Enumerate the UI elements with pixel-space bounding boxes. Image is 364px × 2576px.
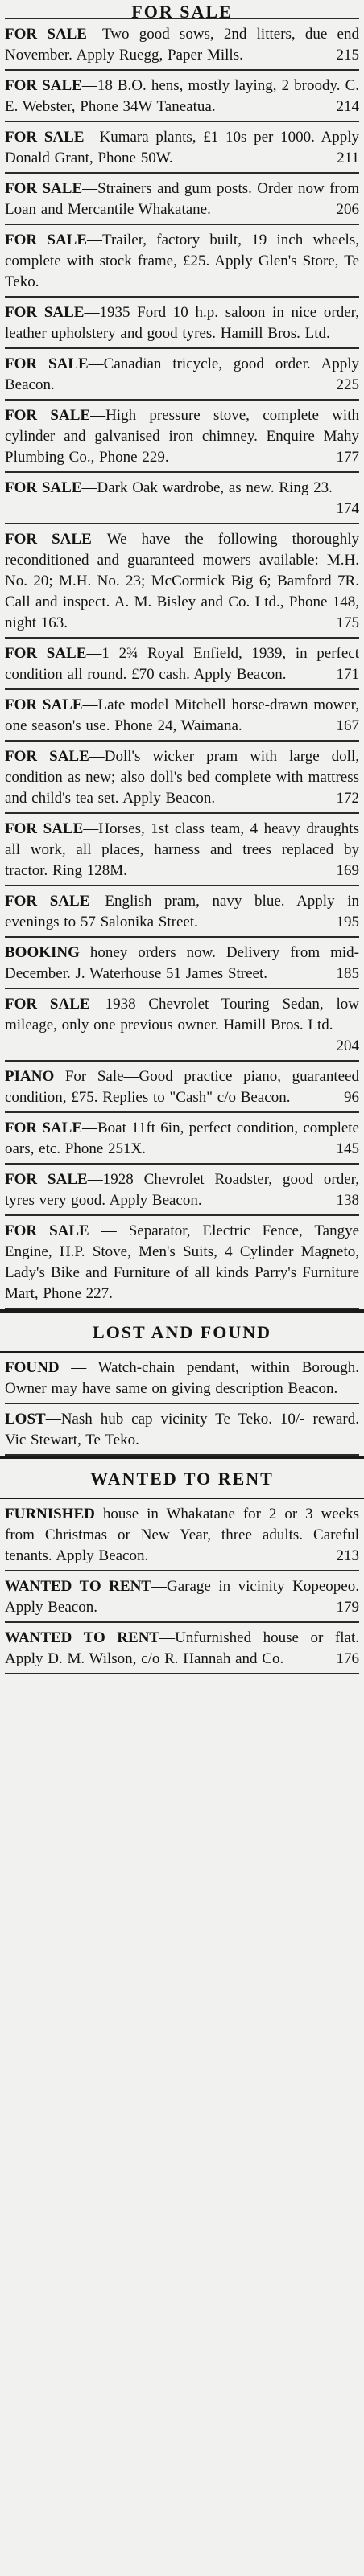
- ad-text: —We have the following thoroughly reconditioned and guaranteed mowers available: M.H. No. 20; M.H. No. 23; McCormick Big 6; Bamford 7R. Call and inspect. A. M. Bisley and Co. Ltd., Phone 148, night 163.: [5, 531, 359, 631]
- for-sale-list: [5, 19, 359, 1309]
- ad-lead: FOR SALE: [5, 355, 89, 372]
- ad-lead: WANTED TO RENT: [5, 1629, 160, 1646]
- classified-ad: [5, 225, 359, 296]
- ad-text: —18 B.O. hens, mostly laying, 2 broody. C. E. Webster, Phone 34W Taneatua.: [5, 77, 359, 115]
- ad-text: —Trailer, factory built, 19 inch wheels, complete with stock frame, £25. Apply Glen's Store, Te Teko.: [5, 232, 359, 290]
- classified-ad: [5, 122, 359, 172]
- ad-lead: FOUND: [5, 1359, 60, 1376]
- ad-lead: FOR SALE: [5, 77, 82, 94]
- ad-lead: FOR SALE: [5, 232, 88, 249]
- ad-reference-number: 214: [336, 98, 359, 115]
- ad-text: —English pram, navy blue. Apply in evenings to 57 Salonika Street.: [5, 893, 359, 931]
- ad-reference-number: 225: [336, 376, 359, 393]
- classified-ad: [5, 401, 359, 471]
- classified-ad: [5, 639, 359, 688]
- classified-ad: [5, 298, 359, 347]
- ad-text: For Sale—Good practice piano, guaranteed condition, £75. Replies to "Cash" c/o Beacon.: [5, 1068, 359, 1106]
- ad-text: —Horses, 1st class team, 4 heavy draughts all work, all places, harness and trees replaced by tractor. Ring 128M.: [5, 820, 359, 879]
- classified-ad: [5, 1404, 359, 1454]
- ad-reference-number: 177: [336, 449, 359, 466]
- ad-text: —Dark Oak wardrobe, as new. Ring 23.: [81, 479, 333, 496]
- ad-reference-number: 215: [336, 47, 359, 64]
- ad-reference-number: 213: [336, 1547, 359, 1564]
- ad-reference-number: 185: [336, 965, 359, 982]
- ad-text: house in Whakatane for 2 or 3 weeks from Christmas or New Year, three adults. Careful tenants. Apply Beacon.: [5, 1506, 359, 1564]
- classified-ad: [5, 690, 359, 740]
- ad-text: —Nash hub cap vicinity Te Teko. 10/- reward. Vic Stewart, Te Teko.: [5, 1411, 359, 1448]
- ad-reference-number: 167: [336, 717, 359, 734]
- classified-ad: [5, 174, 359, 224]
- ad-text: — Watch-chain pendant, within Borough. Owner may have same on giving description Beacon.: [5, 1359, 359, 1397]
- ad-text: —Kumara plants, £1 10s per 1000. Apply Donald Grant, Phone 50W.: [5, 129, 359, 166]
- ad-lead: FOR SALE: [5, 479, 82, 496]
- wanted-rent-heading: WANTED TO RENT: [0, 1456, 364, 1499]
- ad-lead: FOR SALE: [5, 893, 90, 910]
- classified-ad: [5, 1571, 359, 1621]
- ad-reference-number: 174: [336, 500, 359, 517]
- classified-ad: [5, 524, 359, 637]
- ad-text: —Boat 11ft 6in, perfect condition, complete oars, etc. Phone 251X.: [5, 1120, 359, 1157]
- classified-ad: [5, 938, 359, 988]
- ad-lead: PIANO: [5, 1068, 55, 1085]
- classified-ad: [5, 1623, 359, 1673]
- lost-found-list: [5, 1353, 359, 1456]
- ad-text: —High pressure stove, complete with cylinder and galvanised iron chimney. Enquire Mahy Plumbing Co., Phone 229.: [5, 407, 359, 466]
- ad-reference-number: 179: [336, 1599, 359, 1616]
- ad-reference-number: 175: [336, 614, 359, 631]
- ad-text: —Doll's wicker pram with large doll, condition as new; also doll's bed complete with mattress and child's tea set. Apply Beacon.: [5, 748, 359, 807]
- ad-lead: FOR SALE: [5, 407, 91, 424]
- ad-lead: FURNISHED: [5, 1506, 95, 1522]
- classified-ad: [5, 1216, 359, 1308]
- classified-ad: [5, 349, 359, 399]
- classified-ad: [5, 886, 359, 936]
- ad-lead: FOR SALE: [5, 996, 90, 1013]
- ad-text: honey orders now. Delivery from mid-December. J. Waterhouse 51 James Street.: [5, 944, 359, 982]
- ad-text: —1 2¾ Royal Enfield, 1939, in perfect condition all round. £70 cash. Apply Beacon.: [5, 645, 359, 683]
- ad-text: —1938 Chevrolet Touring Sedan, low mileage, only one previous owner. Hamill Bros. Ltd.: [5, 996, 359, 1033]
- ad-text: —Garage in vicinity Kopeopeo. Apply Beacon.: [5, 1578, 359, 1616]
- ad-lead: FOR SALE: [5, 26, 87, 43]
- classified-ad: [5, 1353, 359, 1403]
- ad-lead: FOR SALE: [5, 820, 84, 837]
- classified-ad: [5, 71, 359, 121]
- ad-lead: FOR SALE: [5, 1171, 88, 1188]
- ad-lead: FOR SALE: [5, 531, 92, 548]
- ad-lead: FOR SALE: [5, 180, 83, 197]
- ad-reference-number: 172: [336, 790, 359, 807]
- ad-lead: FOR SALE: [5, 304, 85, 321]
- classified-ad: [5, 1062, 359, 1111]
- classified-ad: [5, 19, 359, 69]
- ad-reference-number: 211: [337, 150, 359, 166]
- ad-text: — Separator, Electric Fence, Tangye Engine, H.P. Stove, Men's Suits, 4 Cylinder Magneto, Lady's Bike and Furniture of all kinds Parry's Furniture Mart, Phone 227.: [5, 1222, 359, 1302]
- ad-lead: FOR SALE: [5, 645, 87, 662]
- ad-text: —Late model Mitchell horse-drawn mower, one season's use. Phone 24, Waimana.: [5, 696, 359, 734]
- ad-lead: LOST: [5, 1411, 46, 1428]
- ad-reference-number: 96: [344, 1089, 359, 1106]
- divider: [5, 1673, 359, 1674]
- ad-text: —Two good sows, 2nd litters, due end November. Apply Ruegg, Paper Mills.: [5, 26, 359, 64]
- ad-reference-number: 176: [336, 1650, 359, 1667]
- ad-lead: BOOKING: [5, 944, 80, 961]
- ad-lead: FOR SALE: [5, 748, 89, 765]
- ad-reference-number: 171: [336, 666, 359, 683]
- classified-ad: [5, 1499, 359, 1570]
- ad-reference-number: 169: [336, 862, 359, 879]
- ad-reference-number: 195: [336, 914, 359, 931]
- ad-reference-number: 204: [336, 1037, 359, 1054]
- ad-text: —1928 Chevrolet Roadster, good order, tyres very good. Apply Beacon.: [5, 1171, 359, 1209]
- ad-lead: FOR SALE: [5, 696, 83, 713]
- ad-text: —1935 Ford 10 h.p. saloon in nice order, leather upholstery and good tyres. Hamill Bros. Ltd.: [5, 304, 359, 342]
- classified-ad: [5, 742, 359, 812]
- ad-lead: WANTED TO RENT: [5, 1578, 151, 1595]
- ad-reference-number: 206: [336, 201, 359, 218]
- ad-reference-number: 145: [336, 1140, 359, 1157]
- classified-ad: [5, 1113, 359, 1163]
- ad-text: —Canadian tricycle, good order. Apply Beacon.: [5, 355, 359, 393]
- classified-ad: [5, 473, 359, 523]
- ad-lead: FOR SALE: [5, 1120, 82, 1136]
- ad-text: —Unfurnished house or flat. Apply D. M. Wilson, c/o R. Hannah and Co.: [5, 1629, 359, 1667]
- classified-ad: [5, 989, 359, 1060]
- ad-lead: FOR SALE: [5, 1222, 89, 1239]
- classified-ad: [5, 814, 359, 885]
- ad-lead: FOR SALE: [5, 129, 85, 146]
- for-sale-heading: FOR SALE: [131, 2, 233, 18]
- classified-ad: [5, 1165, 359, 1214]
- ad-reference-number: 138: [336, 1192, 359, 1209]
- ad-text: —Strainers and gum posts. Order now from Loan and Mercantile Whakatane.: [5, 180, 360, 218]
- lost-found-heading: LOST AND FOUND: [0, 1309, 364, 1353]
- wanted-rent-list: [5, 1499, 359, 1674]
